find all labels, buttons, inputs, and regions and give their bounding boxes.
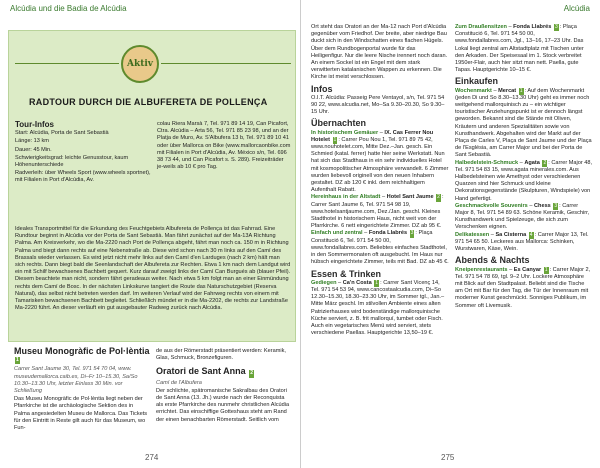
hotel-3-name: Fonda Llabrés (368, 230, 408, 237)
hotel-1-text: Carrer Pou Nou 1, Tel. 971 89 75 42, www.nouhotelet.com, Mitte Dez.–Jan. gesch. Ein Schmied (katal. ferrer) hatte hier seine Werkstatt. Nun hat sich das Stadthaus in ein sehr individuelles Hotel mit kosmopolitischer Atmosphäre verwandelt. 6 Zimmer wurden liebevoll originell von den neuen Inhabern gestaltet. DZ ab 120 € inkl. dem reichhaltigem Aufenthalt Rabatt. (311, 136, 449, 194)
museum-badge: 1 (16, 357, 19, 364)
hotel-2-name: Hotel Sant Jaume (386, 194, 434, 201)
hotel-1: In historischem Gemäuer – IX. Cas Ferrer Nou Hotelet 1 : Carrer Pou Nou 1, Tel. 971 89 75 42, www.nouhotelet.com, Mitte Dez.–Jan. gesch. Ein Schmied (katal. ferrer) hatte hier seine Werkstatt. Nun hat sich das Stadthaus in ein sehr individuelles Hotel mit kosmopolitischer Atmosphäre verwandelt. 6 Zimmer wurden liebevoll originell von den neuen Inhabern gestaltet. DZ ab 120 € inkl. dem reichhaltigem Aufenthalt Rabatt. (311, 129, 449, 194)
restaurant-2: Zum Draußensitzen – Fonda Llabrés 3 : Plaça Constitució 6, Tel. 971 54 50 00, www.fondallabres.com, Jgl., 13–16, 17–23 Uhr. Das Lokal liegt zentral am Altstadtplatz mit Tischen unter den Arkaden. Der Speisesaal im 1. Stock verbreitet 1950er-Flair, auch hier sitzt man nett. Paella, gute Tapas. Hauptgerichte 10–15 €. (455, 24, 584, 74)
running-head-left: Alcúdia und die Badia de Alcúdia (10, 4, 127, 13)
shop-4: Delikatessen – Sa Cisterna 4 : Carrer Major 13, Tel. 971 54 65 50. Leckeres aus Mallorca: Schinken, Wurstwaren, Käse, Wein. (455, 231, 589, 253)
shop-4-text: Carrer Major 13, Tel. 971 54 65 50. Leckeres aus Mallorca: Schinken, Wurstwaren, Käse, Wein. (455, 231, 589, 253)
right-column-2 (455, 24, 593, 310)
restaurant-2-name: Fonda Llabrés (513, 24, 552, 30)
hotel-3-text: Plaça Constitució 6, Tel. 971 54 50 00, www.fondallabres.com. Beliebtes einfaches Stadthotel, in den Sommermonaten oft ausgebucht. Im Haus nur hübsch eingerichtete Zimmer, teils mit Bad. DZ ab 45 €. (311, 230, 449, 266)
restaurant-1-text: Carrer Sant Vicenç 14, Tel. 971 54 53 94, www.cancostaalcudia.com, Di–So 12.30–15.30, 18.30–23.30 Uhr, im Sommer tgl., Jan.–Mitte März geschl. Im stilvollen Ambiente eines alten Patrizierhauses wird bodenständige mallorquinische Küche serviert, z. B. frit mallorquí, tumbet oder Fisch. Auch ein vegetarisches Menü wird serviert, stets verschiedene Paellas. Hauptgerichte 13,50–19 €. (311, 279, 445, 337)
museum-text: Das Museu Monogràfic de Pol·lèntia liegt neben der Pfarrkirche ist die archäologische Sektion des in Palma angesiedelten Museu de Mallorca. Das Tickets für den Eintritt in Reste gilt auch für das Museum, wo Fun- (14, 396, 148, 432)
bar-1-text: Carrer Major 2, Tel. 971 54 78 69, tgl. 9–2 Uhr. Lockere Atmosphäre mit Blick auf den Stadtpalast. Beliebt sind die Tische am Ort mit Bar für den Tag, die Tür der Innenraum mit moderner Kunst geschmückt. Sonniges Publikum, im Sommer oft Livemusik. (455, 266, 591, 309)
oratori-title-text: Oratori de Sant Anna (156, 366, 246, 377)
tour-info-rental: Radverleih: über Wheels Sport (www.wheels sportnet), mit Filialen in Port d'Alcúdia, Av. (15, 170, 151, 184)
restaurant-2-badge: 3 (554, 24, 558, 30)
uebernachten-heading: Übernachten (311, 118, 367, 129)
oratori-title (156, 368, 292, 377)
tour-rental-contacts: colau Riera Marsà 7, Tel. 971 89 14 19, Can Picafort, Ctra. Alcúdia – Arta 56, Tel. 971 85 23 98, und an der Platja de Muro, Av. S'Albufera 13 b, Tel. 971 89 10 41 oder über Mallorca on Bike (www.mallorcaonbike.com mit Filialen in Port d'Alcúdia, Av. México s/n, Tel. 696 38 73 44, und Can Picafort s. S. 289). Freizeiträder je-weils ab 10 € pro Tag. (157, 121, 291, 171)
museum-meta: Carrer Sant Jaume 30, Tel. 971 54 70 04, www. museudemallorca.caib.es, Di–Fr 10–15.30, Sa/So 10.30–13.30 Uhr, letzter Einlass 30 Min. vor Schließung (14, 366, 138, 395)
infos-heading: Infos (311, 83, 333, 94)
tour-info-difficulty: Schwierigkeitsgrad: leichte Genusstour, kaum Höhenunterschiede (15, 154, 129, 169)
bar-1-badge: 1 (544, 266, 548, 273)
tour-info-length: Länge: 13 km (15, 138, 49, 145)
badge-divider-right (161, 63, 291, 64)
page-number-right: 275 (441, 453, 455, 462)
oratori-text: Der schlichte, spätromanische Sakralbau des Oratori de Sant Anna (13. Jh.) wurde nach der Reconquista als erste Pfarrkirche des nunmehr christlichen Alcúdia errichtet. Das einschiffige Gotteshaus steht am Rand der einen benachbarten Römerstadt. Seitlich vom (156, 387, 290, 423)
aktiv-badge: Aktiv (121, 45, 159, 83)
oratori-meta: Camí de l'Albufera (156, 379, 202, 386)
hotel-2-text: Carrer Sant Jaume 6, Tel. 971 54 98 19, www.hotelsantjaume.com, Dez./Jan. geschl. Kleines Stadthotel in historischem Haus, nicht weit von der Pfarrkirche. 6 nett eingerichtete Zimmer. DZ ab 95 €. (311, 201, 442, 230)
museum-title (14, 348, 150, 364)
hotel-3-tag: Einfach und zentral (311, 230, 363, 237)
activity-box (8, 30, 296, 342)
activity-title: RADTOUR DURCH DIE ALBUFERETA DE POLLENÇA (29, 97, 268, 107)
shop-1-text: Auf dem Wochenmarkt (jeden Di und So 8.30–13.30 Uhr) geht es immer noch weitgehend mallorquinisch zu – ein wichtiger touristischer Anziehungspunkt ist er dennoch längst geworden. Bekannt sind die Stände mit Oliven, Kräutern und anderen Spezialitäten sowie von Kunsthandwerk. Abgehalten wird der Markt auf der Plaça de Carles V, Plaça de Sant Jaume und der Plaça de l'Església, am Carrer Major und bei der Porta de Sant Sebastià. (455, 87, 592, 159)
tour-info-start: Start: Alcúdia, Porta de Sant Sebastià (15, 130, 109, 137)
hotel-2-tag: Hereinhaus in der Altstadt (311, 194, 381, 201)
museum-title-text: Museu Monogràfic de Pol·lèntia (14, 346, 150, 356)
oratori-badge: 2 (250, 370, 253, 377)
shop-2-tag: Halbedelstein-Schmuck (455, 159, 519, 166)
shop-4-tag: Delikatessen (455, 231, 490, 238)
infos-text: O.I.T. Alcúdia: Passeig Pere Ventayol, s/n, Tel. 971 54 90 22, www.alcudia.net, Mo–Sa 9.30–20.30, So 9.30–15 Uhr. (311, 94, 445, 116)
tour-info-duration: Dauer: 45 Min. (15, 146, 52, 153)
shop-2: Halbedelstein-Schmuck – Agata 2 : Carrer Major 48, Tel. 971 54 83 15, www.agata minerales.com. Aus Halbedelsteinen wie Amethyst oder verschiedenen Quarzen sind hier Schmuck und kleine Dekorationsgegenstände (Skulpturen, Windspiele) von Hand gefertigt. (455, 159, 593, 202)
museum-continued (156, 348, 292, 425)
bar-1: Kneipenrestaurants – Es Canyar 1 : Carrer Major 2, Tel. 971 54 78 69, tgl. 9–2 Uhr. Lockere Atmosphäre mit Blick auf den Stadtpalast. Beliebt sind die Tische am Ort mit Bar für den Tag, die Tür der Innenraum mit moderner Kunst geschmückt. Sonniges Publikum, im Sommer oft Livemusik. (455, 266, 591, 309)
bar-1-name: Es Canyar (513, 266, 542, 273)
museum-col2-text: de aus der Römerstadt präsentiert werden: Keramik, Glas, Schmuck, Bronzefiguren. (156, 348, 286, 362)
shop-1-tag: Wochenmarkt (455, 87, 492, 94)
shop-3-name: Chess (534, 202, 551, 209)
restaurant-1-name: Ca'n Costa (342, 279, 372, 286)
einkaufen-heading: Einkaufen (455, 76, 499, 87)
shop-2-text: Carrer Major 48, Tel. 971 54 83 15, www.agata minerales.com. Aus Halbedelsteinen wie Amethyst oder verschiedenen Quarzen sind hier Schmuck und kleine Dekorationsgegenstände (Skulpturen, Windspiele) von Hand gefertigt. (455, 159, 593, 202)
tour-description (15, 226, 291, 313)
page-number-left: 274 (145, 453, 159, 462)
shop-1: Wochenmarkt – Mercat 1 : Auf dem Wochenmarkt (jeden Di und So 8.30–13.30 Uhr) geht es immer noch weitgehend mallorquinisch zu – ein wichtiger touristischer Anziehungspunkt ist er dennoch längst geworden. Bekannt sind die Stände mit Oliven, Kräutern und anderen Spezialitäten sowie von Kunsthandwerk. Abgehalten wird der Markt auf der Plaça de Carles V, Plaça de Sant Jaume und der Plaça de l'Església, am Carrer Major und bei der Porta de Sant Sebastià. (455, 87, 592, 159)
hotel-1-badge: 1 (333, 136, 337, 143)
shop-3-badge: 3 (554, 202, 558, 209)
shop-4-name: Sa Cisterna (495, 231, 527, 238)
hotel-2: Hereinhaus in der Altstadt – Hotel Sant Jaume 2 : Carrer Sant Jaume 6, Tel. 971 54 98 19, www.hotelsantjaume.com, Dez./Jan. geschl. Kleines Stadthotel in historischem Haus, nicht weit von der Pfarrkirche. 6 nett eingerichtete Zimmer. DZ ab 95 €. (311, 194, 444, 230)
restaurant-1-tag: Gediegen (311, 279, 337, 286)
shop-1-badge: 1 (519, 87, 523, 94)
restaurant-1-badge: 1 (375, 279, 379, 286)
shop-2-badge: 2 (543, 159, 547, 166)
hotel-3: Einfach und zentral – Fonda Llabrés 3 : Plaça Constitució 6, Tel. 971 54 50 00, www.fondallabres.com. Beliebtes einfaches Stadthotel, in den Sommermonaten oft ausgebucht. Im Haus nur hübsch eingerichtete Zimmer, teils mit Bad. DZ ab 45 €. (311, 230, 449, 266)
essen-heading: Essen & Trinken (311, 268, 382, 279)
tour-description-text: Ideales Transportmittel für die Erkundung des Feuchtgebiets Albufereta de Pollença ist das Fahrrad. Eine Rundtour beginnt in Alcúdia vor der Porta de Sant Sebastià. Man fährt zunächst auf der Ma-13A Richtung Palma. Am Kreisverkehr, wo die Ma-2220 nach Port de Pollença abgeht, fährt man noch ca. 150 m in Richtung Palma und biegt dann rechts auf eine Nebenstraße ab. Diese wird schon nach 30 m links auf den Camí des Brassals wieder verlassen. Es wird jetzt nicht mehr links auf den Camí d'en Larduges (nach 2 km) hält man sich rechts. Dann biegt bald die Seenlandschaft der Albufereta zur Rechten. Etwa 1 km nach dem Landgut wird ein mit Schilf bewachsenes Bachbett gequert. Kurz darauf zweigt links der Camí Can Burgués ab (blauer Pfeil). Diesem beachtete man nicht, sondern fährt geradeaus weiter. Nach etwa 5 km folgt man an einer Einmündung rechts dem Camí de Bosc. In der nächsten Linkskurve tangiert die Route das Naturschutzgebiet (Reserva Natural), das selbst nicht betreten werden darf. Im weiteren Verlauf wird der Fahrweg rechts von einem mit Tamarisken bewachsenen Bachbett begleitet. Schließlich mündet er in die Ma-2202, die rechts zur Landstraße Ma-2220 führt. An dieser verläuft ein gut ausgebauter Radweg zurück nach Alcúdia. (15, 226, 291, 312)
tour-infos-heading: Tour-Infos (15, 120, 54, 129)
shop-3-tag: Geschmackvolle Souvenirs (455, 202, 528, 209)
hotel-3-badge: 3 (410, 230, 414, 237)
tour-infos (15, 121, 152, 186)
oratori-continued: Ort steht das Oratori an der Ma-12 nach Port d'Alcúdia gegenüber vom Friedhof. Der breite, aber niedrige Bau duckt sich in den Windschatten eines flachen Hügels. Über dem Rundbogenportal wurde für das Heiligenfigur. Nur die leere Nische irennert noch daran. An einem Sockel ist ein Engel mit dem stark verwitterten katalanischen Wappen zu erkennen. Die Kirche ist meist verschlossen. (311, 24, 448, 81)
tour-infos-col2 (157, 121, 291, 172)
restaurant-2-text: Plaça Constitució 6, Tel. 971 54 50 00, www.fondallabres.com, Jgl., 13–16, 17–23 Uhr. Das Lokal liegt zentral am Altstadtplatz mit Tischen unter den Arkaden. Der Speisesaal im 1. Stock verbreitet 1950er-Flair, auch hier sitzt man nett. Paella, gute Tapas. Hauptgerichte 10–15 €. (455, 24, 584, 74)
restaurant-2-tag: Zum Draußensitzen (455, 24, 507, 30)
shop-4-badge: 4 (529, 231, 533, 238)
bar-1-tag: Kneipenrestaurants (455, 266, 508, 273)
hotel-2-badge: 2 (437, 194, 440, 201)
shop-3-text: Carrer Major 8, Tel. 971 54 89 63. Schöne Keramik, Geschirr, Kunsthandwerk und Spielzeuge, die sich zum Verschenken eignen. (455, 202, 590, 231)
shop-2-name: Agata (524, 159, 540, 166)
shop-1-name: Mercat (498, 87, 517, 94)
right-page (300, 0, 600, 468)
abends-heading: Abends & Nachts (455, 255, 530, 266)
museum-section (14, 348, 150, 433)
hotel-1-name: IX. Cas Ferrer Nou Hotelet (311, 129, 434, 143)
hotel-1-tag: In historischem Gemäuer (311, 129, 379, 136)
shop-3: Geschmackvolle Souvenirs – Chess 3 : Carrer Major 8, Tel. 971 54 89 63. Schöne Keramik, Geschirr, Kunsthandwerk und Spielzeuge, die sich zum Verschenken eignen. (455, 202, 590, 231)
badge-divider-left (15, 63, 119, 64)
running-head-right: Alcúdia (563, 4, 590, 13)
restaurant-1: Gediegen – Ca'n Costa 1 : Carrer Sant Vicenç 14, Tel. 971 54 53 94, www.cancostaalcudia.com, Di–So 12.30–15.30, 18.30–23.30 Uhr, im Sommer tgl., Jan.–Mitte März geschl. Im stilvollen Ambiente eines alten Patrizierhauses wird bodenständige mallorquinische Küche serviert, z. B. frit mallorquí, tumbet oder Fisch. Auch ein vegetarisches Menü wird serviert, stets verschiedene Paellas. Hauptgerichte 13,50–19 €. (311, 279, 445, 337)
right-column-1 (311, 24, 449, 337)
